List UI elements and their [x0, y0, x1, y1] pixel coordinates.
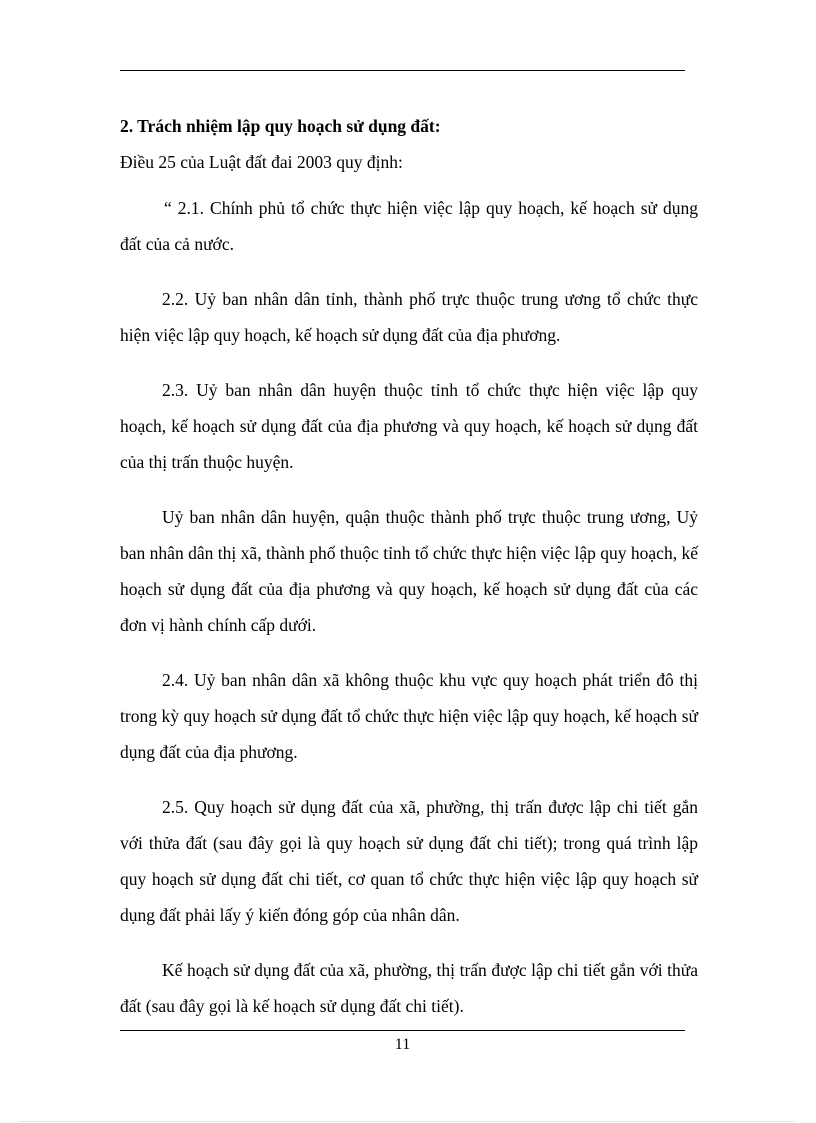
footer-rule [120, 1030, 685, 1031]
paragraph-2-5-continued: Kế hoạch sử dụng đất của xã, phường, thị trấn được lập chi tiết gắn với thửa đất (sau đây gọi là kế hoạch sử dụng đất chi tiết). [120, 960, 698, 1016]
section-heading: 2. Trách nhiệm lập quy hoạch sử dụng đất: [120, 116, 441, 136]
paragraph-2-3-continued: Uỷ ban nhân dân huyện, quận thuộc thành phố trực thuộc trung ương, Uỷ ban nhân dân thị xã, thành phố thuộc tỉnh tổ chức thực hiện việc lập quy hoạch, kế hoạch sử dụng đất của địa phương và quy hoạch, kế hoạch sử dụng đất của các đơn vị hành chính cấp dưới. [120, 507, 698, 635]
intro-line: Điều 25 của Luật đất đai 2003 quy định: [120, 152, 403, 172]
paragraph-2-4: 2.4. Uỷ ban nhân dân xã không thuộc khu vực quy hoạch phát triển đô thị trong kỳ quy hoạch sử dụng đất tổ chức thực hiện việc lập quy hoạch, kế hoạch sử dụng đất của địa phương. [120, 670, 698, 762]
header-rule [120, 70, 685, 71]
paragraph-2-2: 2.2. Uỷ ban nhân dân tỉnh, thành phố trực thuộc trung ương tổ chức thực hiện việc lập quy hoạch, kế hoạch sử dụng đất của địa phương. [120, 289, 698, 345]
page-content [120, 108, 698, 1024]
page-edge-divider [20, 1121, 796, 1122]
paragraph-2-3: 2.3. Uỷ ban nhân dân huyện thuộc tỉnh tổ chức thực hiện việc lập quy hoạch, kế hoạch sử dụng đất của địa phương và quy hoạch, kế hoạch sử dụng đất của thị trấn thuộc huyện. [120, 380, 698, 472]
paragraph-2-5: 2.5. Quy hoạch sử dụng đất của xã, phường, thị trấn được lập chi tiết gắn với thửa đất (sau đây gọi là quy hoạch sử dụng đất chi tiết); trong quá trình lập quy hoạch sử dụng đất chi tiết, cơ quan tổ chức thực hiện việc lập quy hoạch sử dụng đất phải lấy ý kiến đóng góp của nhân dân. [120, 797, 698, 925]
paragraph-2-1: “ 2.1. Chính phủ tổ chức thực hiện việc lập quy hoạch, kế hoạch sử dụng đất của cả nước. [120, 198, 698, 254]
page-number: 11 [394, 1036, 411, 1053]
